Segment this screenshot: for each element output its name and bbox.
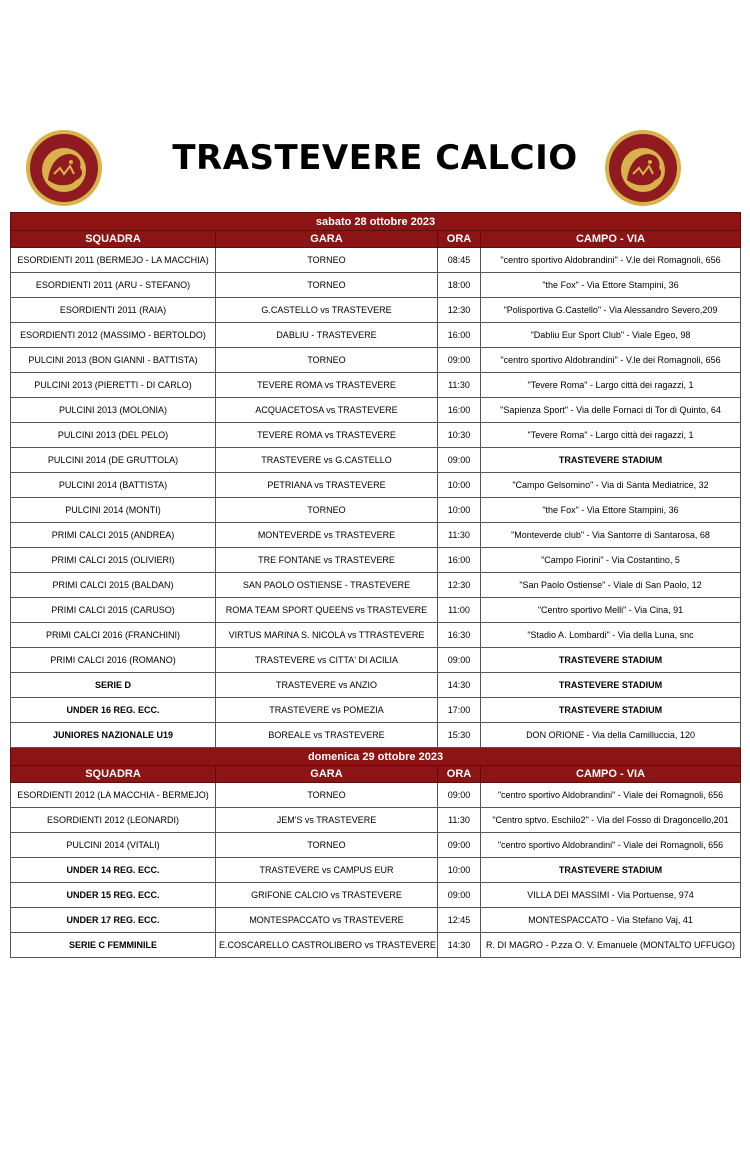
team-cell: UNDER 17 REG. ECC.: [11, 908, 216, 933]
team-cell: UNDER 14 REG. ECC.: [11, 858, 216, 883]
venue-cell: MONTESPACCATO - Via Stefano Vaj, 41: [481, 908, 741, 933]
venue-cell: TRASTEVERE STADIUM: [481, 698, 741, 723]
table-row: [11, 698, 741, 723]
table-row: [11, 648, 741, 673]
venue-cell: R. DI MAGRO - P.zza O. V. Emanuele (MONTALTO UFFUGO): [481, 933, 741, 958]
team-cell: PULCINI 2013 (DEL PELO): [11, 423, 216, 448]
column-header-campo: CAMPO - VIA: [481, 766, 741, 783]
table-row: [11, 573, 741, 598]
column-header-gara: GARA: [216, 766, 438, 783]
team-cell: PULCINI 2013 (MOLONIA): [11, 398, 216, 423]
venue-cell: "centro sportivo Aldobrandini" - Viale dei Romagnoli, 656: [481, 833, 741, 858]
time-cell: 09:00: [438, 448, 481, 473]
match-cell: TORNEO: [216, 348, 438, 373]
venue-cell: "centro sportivo Aldobrandini" - V.le dei Romagnoli, 656: [481, 248, 741, 273]
venue-cell: DON ORIONE - Via della Camilluccia, 120: [481, 723, 741, 748]
time-cell: 12:30: [438, 573, 481, 598]
venue-cell: "Tevere Roma" - Largo città dei ragazzi, 1: [481, 373, 741, 398]
time-cell: 16:00: [438, 398, 481, 423]
column-header-row: [11, 231, 741, 248]
match-cell: TORNEO: [216, 273, 438, 298]
team-cell: ESORDIENTI 2012 (LA MACCHIA - BERMEJO): [11, 783, 216, 808]
team-cell: UNDER 15 REG. ECC.: [11, 883, 216, 908]
day-label: sabato 28 ottobre 2023: [11, 213, 741, 231]
time-cell: 16:00: [438, 548, 481, 573]
team-cell: ESORDIENTI 2011 (RAIA): [11, 298, 216, 323]
table-row: [11, 273, 741, 298]
match-cell: TRE FONTANE vs TRASTEVERE: [216, 548, 438, 573]
time-cell: 11:30: [438, 523, 481, 548]
time-cell: 10:00: [438, 498, 481, 523]
time-cell: 12:30: [438, 298, 481, 323]
venue-cell: "the Fox" - Via Ettore Stampini, 36: [481, 498, 741, 523]
venue-cell: "centro sportivo Aldobrandini" - Viale dei Romagnoli, 656: [481, 783, 741, 808]
schedule-table: [10, 212, 741, 958]
time-cell: 11:30: [438, 808, 481, 833]
table-row: [11, 883, 741, 908]
match-cell: PETRIANA vs TRASTEVERE: [216, 473, 438, 498]
time-cell: 10:00: [438, 473, 481, 498]
venue-cell: "Polisportiva G.Castello" - Via Alessandro Severo,209: [481, 298, 741, 323]
match-cell: ACQUACETOSA vs TRASTEVERE: [216, 398, 438, 423]
match-cell: TORNEO: [216, 248, 438, 273]
match-cell: SAN PAOLO OSTIENSE - TRASTEVERE: [216, 573, 438, 598]
time-cell: 09:00: [438, 348, 481, 373]
team-cell: PRIMI CALCI 2015 (ANDREA): [11, 523, 216, 548]
time-cell: 10:00: [438, 858, 481, 883]
table-row: [11, 783, 741, 808]
team-cell: SERIE C FEMMINILE: [11, 933, 216, 958]
match-cell: TRASTEVERE vs G.CASTELLO: [216, 448, 438, 473]
match-cell: TORNEO: [216, 498, 438, 523]
column-header-campo: CAMPO - VIA: [481, 231, 741, 248]
trastevere-logo-icon: [603, 128, 683, 208]
team-cell: PRIMI CALCI 2016 (FRANCHINI): [11, 623, 216, 648]
match-cell: TRASTEVERE vs POMEZIA: [216, 698, 438, 723]
match-cell: TEVERE ROMA vs TRASTEVERE: [216, 373, 438, 398]
table-row: [11, 398, 741, 423]
venue-cell: TRASTEVERE STADIUM: [481, 448, 741, 473]
team-cell: ESORDIENTI 2011 (BERMEJO - LA MACCHIA): [11, 248, 216, 273]
team-cell: PRIMI CALCI 2015 (BALDAN): [11, 573, 216, 598]
match-cell: G.CASTELLO vs TRASTEVERE: [216, 298, 438, 323]
table-row: [11, 858, 741, 883]
table-row: [11, 908, 741, 933]
time-cell: 16:00: [438, 323, 481, 348]
table-row: [11, 598, 741, 623]
venue-cell: "San Paolo Ostiense" - Viale di San Paolo, 12: [481, 573, 741, 598]
page-title: TRASTEVERE CALCIO: [172, 138, 578, 178]
team-cell: UNDER 16 REG. ECC.: [11, 698, 216, 723]
time-cell: 18:00: [438, 273, 481, 298]
team-cell: PULCINI 2013 (BON GIANNI - BATTISTA): [11, 348, 216, 373]
table-row: [11, 808, 741, 833]
match-cell: TORNEO: [216, 833, 438, 858]
venue-cell: "centro sportivo Aldobrandini" - V.le dei Romagnoli, 656: [481, 348, 741, 373]
time-cell: 09:00: [438, 648, 481, 673]
venue-cell: TRASTEVERE STADIUM: [481, 858, 741, 883]
time-cell: 14:30: [438, 673, 481, 698]
match-cell: TRASTEVERE vs CAMPUS EUR: [216, 858, 438, 883]
table-row: [11, 323, 741, 348]
venue-cell: "Centro sptvo. Eschilo2" - Via del Fosso di Dragoncello,201: [481, 808, 741, 833]
venue-cell: "the Fox" - Via Ettore Stampini, 36: [481, 273, 741, 298]
venue-cell: "Sapienza Sport" - Via delle Fornaci di Tor di Quinto, 64: [481, 398, 741, 423]
venue-cell: "Dabliu Eur Sport Club" - Viale Egeo, 98: [481, 323, 741, 348]
venue-cell: "Campo Gelsomino" - Via di Santa Mediatrice, 32: [481, 473, 741, 498]
day-header-row: [11, 748, 741, 766]
match-cell: BOREALE vs TRASTEVERE: [216, 723, 438, 748]
column-header-ora: ORA: [438, 231, 481, 248]
table-row: [11, 673, 741, 698]
team-cell: PULCINI 2014 (BATTISTA): [11, 473, 216, 498]
table-row: [11, 448, 741, 473]
match-cell: TEVERE ROMA vs TRASTEVERE: [216, 423, 438, 448]
table-row: [11, 723, 741, 748]
match-cell: TRASTEVERE vs CITTA' DI ACILIA: [216, 648, 438, 673]
page-header: [0, 118, 750, 208]
table-row: [11, 248, 741, 273]
table-row: [11, 423, 741, 448]
table-row: [11, 298, 741, 323]
table-row: [11, 933, 741, 958]
time-cell: 11:30: [438, 373, 481, 398]
team-cell: PULCINI 2014 (DE GRUTTOLA): [11, 448, 216, 473]
table-row: [11, 373, 741, 398]
venue-cell: TRASTEVERE STADIUM: [481, 673, 741, 698]
time-cell: 14:30: [438, 933, 481, 958]
venue-cell: VILLA DEI MASSIMI - Via Portuense, 974: [481, 883, 741, 908]
column-header-squadra: SQUADRA: [11, 231, 216, 248]
team-cell: PULCINI 2014 (VITALI): [11, 833, 216, 858]
team-cell: ESORDIENTI 2012 (LEONARDI): [11, 808, 216, 833]
table-row: [11, 623, 741, 648]
time-cell: 09:00: [438, 833, 481, 858]
team-cell: PULCINI 2014 (MONTI): [11, 498, 216, 523]
time-cell: 08:45: [438, 248, 481, 273]
team-cell: ESORDIENTI 2011 (ARU - STEFANO): [11, 273, 216, 298]
time-cell: 16:30: [438, 623, 481, 648]
time-cell: 12:45: [438, 908, 481, 933]
venue-cell: "Stadio A. Lombardi" - Via della Luna, snc: [481, 623, 741, 648]
table-row: [11, 833, 741, 858]
match-cell: E.COSCARELLO CASTROLIBERO vs TRASTEVERE: [216, 933, 438, 958]
match-cell: GRIFONE CALCIO vs TRASTEVERE: [216, 883, 438, 908]
column-header-ora: ORA: [438, 766, 481, 783]
day-header-row: [11, 213, 741, 231]
time-cell: 09:00: [438, 883, 481, 908]
venue-cell: "Centro sportivo Melli" - Via Cina, 91: [481, 598, 741, 623]
time-cell: 10:30: [438, 423, 481, 448]
team-cell: ESORDIENTI 2012 (MASSIMO - BERTOLDO): [11, 323, 216, 348]
venue-cell: TRASTEVERE STADIUM: [481, 648, 741, 673]
table-row: [11, 498, 741, 523]
match-cell: TORNEO: [216, 783, 438, 808]
time-cell: 17:00: [438, 698, 481, 723]
time-cell: 09:00: [438, 783, 481, 808]
match-cell: ROMA TEAM SPORT QUEENS vs TRASTEVERE: [216, 598, 438, 623]
day-label: domenica 29 ottobre 2023: [11, 748, 741, 766]
match-cell: DABLIU - TRASTEVERE: [216, 323, 438, 348]
team-cell: PRIMI CALCI 2015 (CARUSO): [11, 598, 216, 623]
team-cell: PRIMI CALCI 2016 (ROMANO): [11, 648, 216, 673]
match-cell: TRASTEVERE vs ANZIO: [216, 673, 438, 698]
match-cell: JEM'S vs TRASTEVERE: [216, 808, 438, 833]
time-cell: 11:00: [438, 598, 481, 623]
venue-cell: "Campo Fiorini" - Via Costantino, 5: [481, 548, 741, 573]
column-header-row: [11, 766, 741, 783]
column-header-gara: GARA: [216, 231, 438, 248]
match-cell: MONTEVERDE vs TRASTEVERE: [216, 523, 438, 548]
team-cell: PULCINI 2013 (PIERETTI - DI CARLO): [11, 373, 216, 398]
venue-cell: "Tevere Roma" - Largo città dei ragazzi, 1: [481, 423, 741, 448]
match-cell: MONTESPACCATO vs TRASTEVERE: [216, 908, 438, 933]
time-cell: 15:30: [438, 723, 481, 748]
table-row: [11, 348, 741, 373]
team-cell: PRIMI CALCI 2015 (OLIVIERI): [11, 548, 216, 573]
table-row: [11, 548, 741, 573]
column-header-squadra: SQUADRA: [11, 766, 216, 783]
team-cell: SERIE D: [11, 673, 216, 698]
table-row: [11, 473, 741, 498]
table-row: [11, 523, 741, 548]
team-cell: JUNIORES NAZIONALE U19: [11, 723, 216, 748]
venue-cell: "Monteverde club" - Via Santorre di Santarosa, 68: [481, 523, 741, 548]
match-cell: VIRTUS MARINA S. NICOLA vs TTRASTEVERE: [216, 623, 438, 648]
